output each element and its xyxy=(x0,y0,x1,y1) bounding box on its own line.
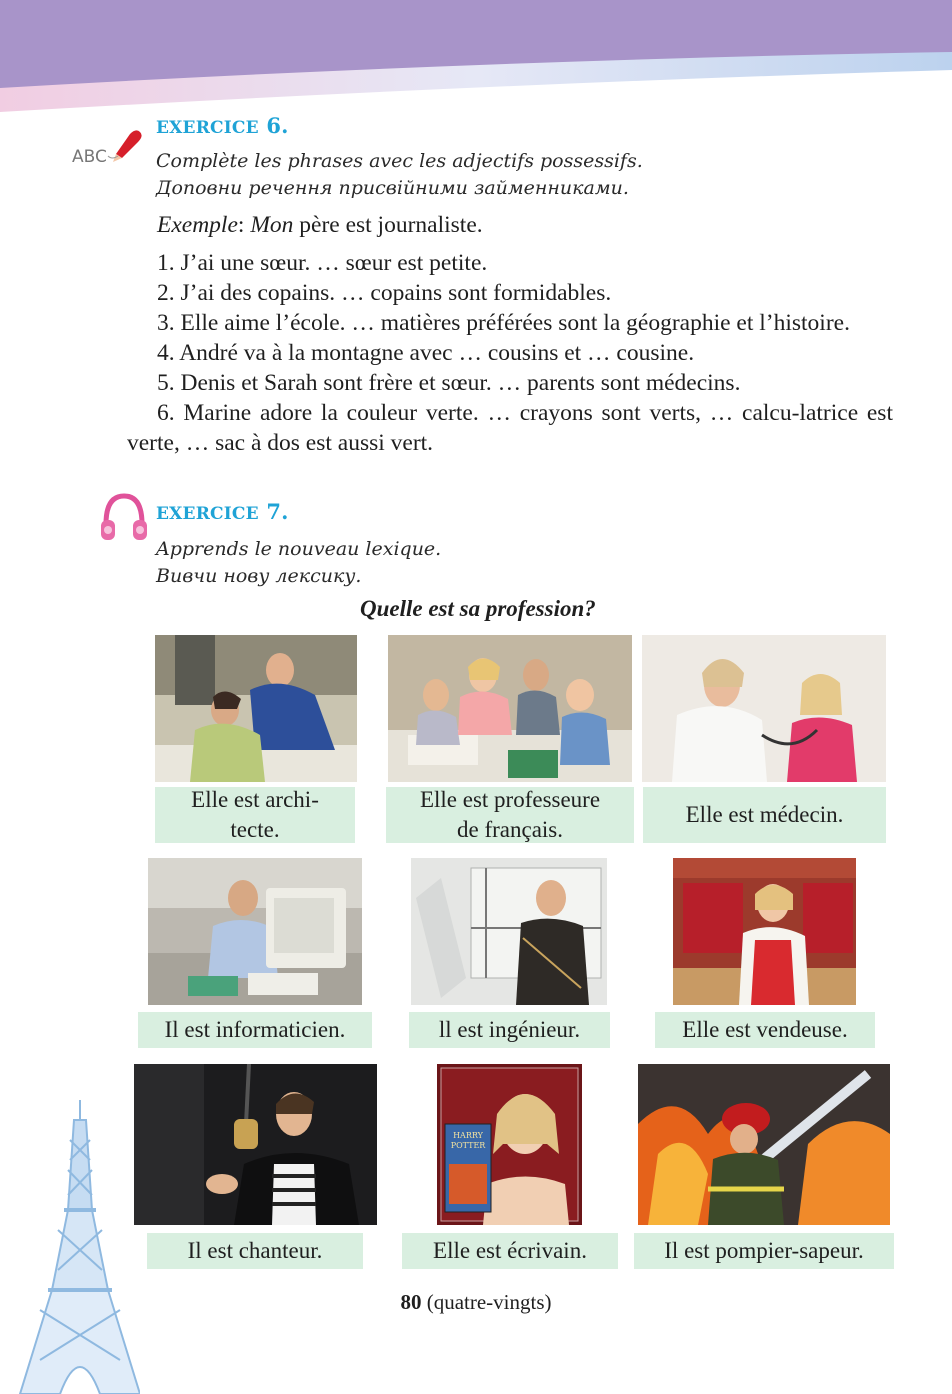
caption-singer: Il est chanteur. xyxy=(147,1233,363,1269)
caption-saleswoman: Elle est vendeuse. xyxy=(655,1012,875,1048)
singer-photo xyxy=(134,1064,377,1225)
firefighter-photo xyxy=(638,1064,890,1225)
exercise-item: 3. Elle aime l’école. … matières préférées sont la géographie et l’histoire. xyxy=(157,310,850,336)
architects-photo xyxy=(155,635,357,782)
exercise-item: 2. J’ai des copains. … copains sont formidables. xyxy=(157,280,612,306)
exercise7-title: EXERCICE 7. xyxy=(156,499,289,524)
writer-photo xyxy=(437,1064,582,1225)
exercise-item: 5. Denis et Sarah sont frère et sœur. … parents sont médecins. xyxy=(157,370,741,396)
caption-firefighter: Il est pompier-sapeur. xyxy=(634,1233,894,1269)
eiffel-tower-icon xyxy=(0,1100,140,1394)
saleswoman-photo xyxy=(673,858,856,1005)
instruction-fr: Apprends le nouveau lexique. xyxy=(156,538,442,560)
svg-text:HARRY: HARRY xyxy=(453,1131,483,1140)
instruction-uk: Вивчи нову лексику. xyxy=(156,565,362,587)
svg-text:POTTER: POTTER xyxy=(450,1141,486,1150)
exercise-item: 4. André va à la montagne avec … cousins et … cousine. xyxy=(157,340,695,366)
exercise-item: 1. J’ai une sœur. … sœur est petite. xyxy=(157,250,488,276)
engineer-photo xyxy=(411,858,607,1005)
caption-writer: Elle est écrivain. xyxy=(402,1233,618,1269)
exercise7-instructions xyxy=(156,536,441,590)
computer-scientist-photo xyxy=(148,858,362,1005)
teacher-photo xyxy=(388,635,632,782)
exercise6-example: Exemple: Mon père est journaliste. xyxy=(157,212,483,238)
caption-doctor: Elle est médecin. xyxy=(643,787,886,843)
caption-engineer: ll est ingénieur. xyxy=(409,1012,610,1048)
exercise6-items xyxy=(127,248,893,458)
instruction-fr: Complète les phrases avec les adjectifs possessifs. xyxy=(156,150,643,172)
caption-teacher: Elle est professeure de français. xyxy=(386,787,634,843)
instruction-uk: Доповни речення присвійними займенниками. xyxy=(156,177,629,199)
caption-computer-scientist: Il est informaticien. xyxy=(138,1012,372,1048)
headphones-icon xyxy=(98,490,150,546)
exercise-item: 6. Marine adore la couleur verte. … crayons sont verts, … calcu-latrice est verte, … sac à dos est aussi vert. xyxy=(127,400,893,456)
exercise6-title: EXERCICE 6. xyxy=(156,113,289,138)
exercise6-instructions xyxy=(156,148,643,202)
page-number: 80 (quatre-vingts) xyxy=(400,1290,552,1314)
caption-architect: Elle est archi- tecte. xyxy=(155,787,355,843)
header-banner xyxy=(0,0,952,112)
pencil-icon xyxy=(72,120,152,172)
doctor-photo xyxy=(642,635,886,782)
abc-icon-text: ABC xyxy=(72,147,107,167)
